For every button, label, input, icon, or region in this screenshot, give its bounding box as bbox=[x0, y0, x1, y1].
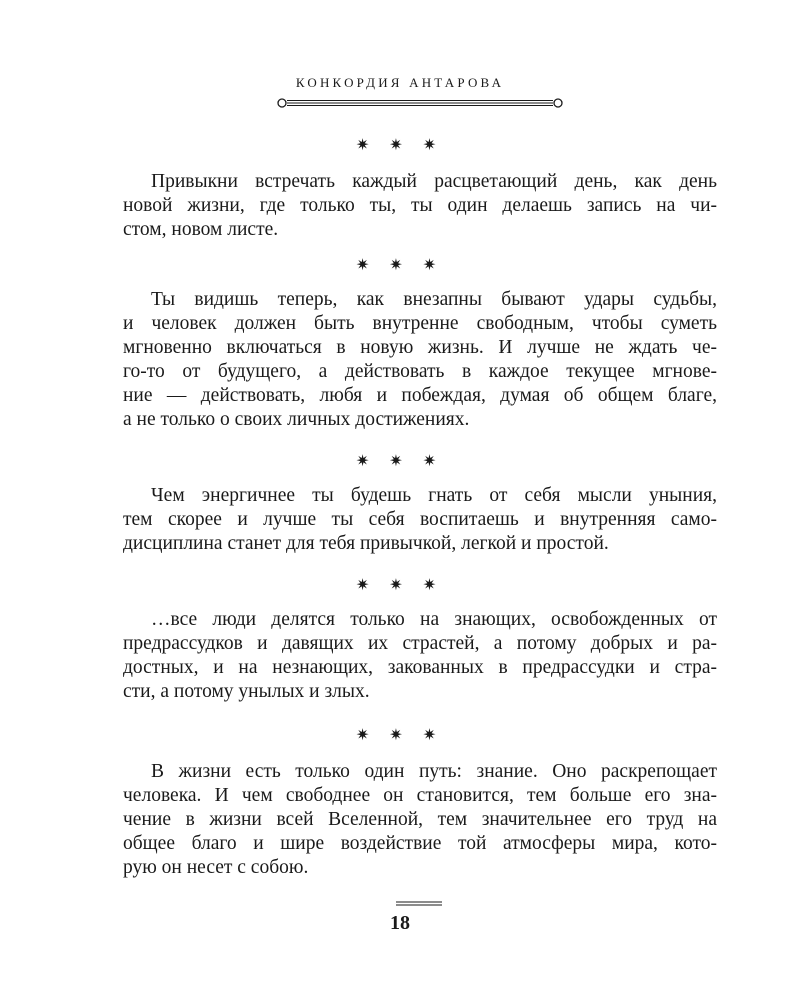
paragraph-line: достных, и на незнающих, закованных в предрассудки и стра- bbox=[123, 657, 717, 678]
paragraph-line: ние — действовать, любя и побеждая, думая об общем благе, bbox=[123, 385, 717, 406]
paragraph bbox=[123, 760, 717, 880]
paragraph-line: Привыкни встречать каждый расцветающий день, как день bbox=[151, 171, 717, 192]
section-separator: ✷ ✷ ✷ bbox=[355, 453, 445, 470]
paragraph bbox=[123, 288, 717, 432]
paragraph-line: …все люди делятся только на знающих, освобожденных от bbox=[151, 609, 717, 630]
paragraph-line: чение в жизни всей Вселенной, тем значительнее его труд на bbox=[123, 809, 717, 830]
paragraph-line: Ты видишь теперь, как внезапны бывают удары судьбы, bbox=[151, 289, 717, 310]
paragraph-line: В жизни есть только один путь: знание. Оно раскрепощает bbox=[151, 761, 717, 782]
paragraph-line: общее благо и шире воздействие той атмосферы мира, кото- bbox=[123, 833, 717, 854]
paragraph-line: человека. И чем свободнее он становится, тем больше его зна- bbox=[123, 785, 717, 806]
paragraph bbox=[123, 484, 717, 556]
paragraph-line: сти, а потому унылых и злых. bbox=[123, 681, 370, 702]
paragraph-line: предрассудков и давящих их страстей, а потому добрых и ра- bbox=[123, 633, 717, 654]
running-head: КОНКОРДИЯ АНТАРОВА bbox=[295, 75, 505, 90]
paragraph bbox=[123, 608, 717, 704]
paragraph bbox=[123, 170, 717, 242]
paragraph-line: Чем энергичнее ты будешь гнать от себя мысли уныния, bbox=[151, 485, 717, 506]
paragraph-line: новой жизни, где только ты, ты один делаешь запись на чи- bbox=[123, 195, 717, 216]
section-separator: ✷ ✷ ✷ bbox=[355, 257, 445, 274]
paragraph-line: дисциплина станет для тебя привычкой, легкой и простой. bbox=[123, 533, 609, 554]
header-ornament-rule bbox=[277, 96, 563, 110]
section-separator: ✷ ✷ ✷ bbox=[355, 727, 445, 744]
section-separator: ✷ ✷ ✷ bbox=[355, 137, 445, 154]
section-separator: ✷ ✷ ✷ bbox=[355, 577, 445, 594]
paragraph-line: го-то от будущего, а действовать в каждое текущее мгнове- bbox=[123, 361, 717, 382]
page-number: 18 bbox=[390, 912, 410, 934]
folio-rule bbox=[396, 901, 442, 907]
paragraph-line: рую он несет с собою. bbox=[123, 857, 309, 878]
paragraph-line: а не только о своих личных достижениях. bbox=[123, 409, 470, 430]
paragraph-line: и человек должен быть внутренне свободным, чтобы суметь bbox=[123, 313, 717, 334]
paragraph-line: мгновенно включаться в новую жизнь. И лучше не ждать че- bbox=[123, 337, 717, 358]
paragraph-line: стом, новом листе. bbox=[123, 219, 279, 240]
paragraph-line: тем скорее и лучше ты себя воспитаешь и внутренняя само- bbox=[123, 509, 717, 530]
